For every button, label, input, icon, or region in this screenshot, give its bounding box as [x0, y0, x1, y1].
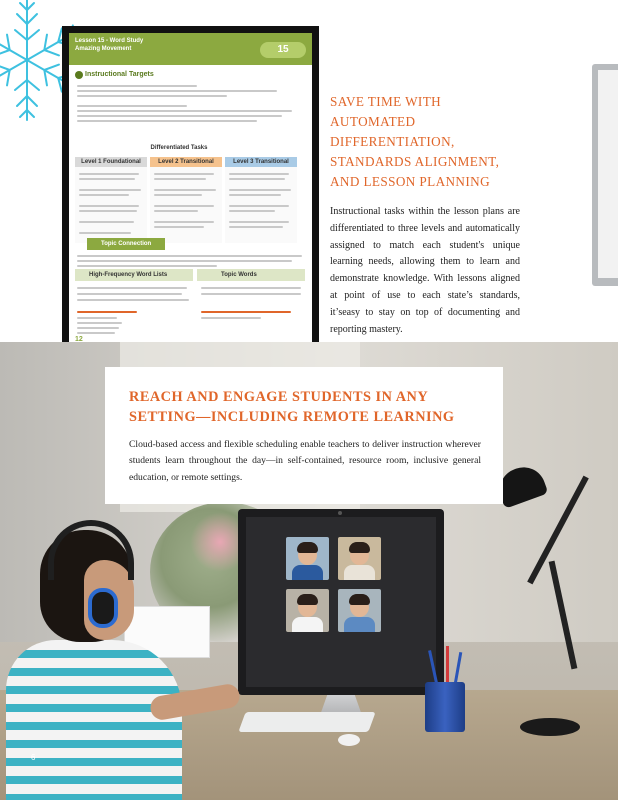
pencil-cup	[425, 682, 465, 732]
level-2-column	[150, 157, 222, 243]
feature-block-2	[105, 367, 503, 504]
topic-words-bar: Topic Words	[197, 269, 305, 281]
preview-page-mark: 12	[75, 336, 83, 342]
lesson-subtitle: Amazing Movement	[75, 46, 132, 52]
level-3-column	[225, 157, 297, 243]
level-1-column	[75, 157, 147, 243]
feature-2-body: Cloud-based access and flexible scheduling enable teachers to deliver instruction wherever students learn throughout the day—in self-contained, resource room, inclusive general education, or remote settings.	[129, 439, 481, 483]
video-tile-3	[286, 589, 329, 632]
tablet-edge-image	[592, 64, 618, 286]
page-number: 6	[31, 753, 36, 762]
video-tile-1	[286, 537, 329, 580]
mouse	[338, 734, 360, 746]
differentiated-tasks-heading: Differentiated Tasks	[150, 145, 208, 151]
monitor-video-call	[238, 509, 444, 695]
video-tile-4	[338, 589, 381, 632]
child-striped-shirt	[6, 640, 182, 800]
lesson-plan-preview	[62, 26, 319, 342]
keyboard	[238, 712, 375, 732]
target-icon	[75, 71, 83, 79]
instructional-targets-heading: Instructional Targets	[85, 71, 154, 78]
top-section	[0, 0, 618, 342]
hf-word-lists-bar: High-Frequency Word Lists	[75, 269, 193, 281]
lesson-header	[69, 33, 312, 65]
topic-connection-bar: Topic Connection	[87, 238, 165, 250]
lesson-label: Lesson 15 - Word Study	[75, 38, 144, 44]
video-tile-2	[338, 537, 381, 580]
feature-1-heading: SAVE TIME WITH AUTOMATED DIFFERENTIATION, STANDARDS ALIGNMENT, AND LESSON PLANNING	[330, 94, 500, 189]
level-3-header: Level 3 Transitional	[225, 157, 297, 167]
lesson-number-badge: 15	[260, 42, 306, 58]
level-2-header: Level 2 Transitional	[150, 157, 222, 167]
level-1-header: Level 1 Foundational	[75, 157, 147, 167]
feature-block-1	[330, 92, 520, 338]
feature-1-body: Instructional tasks within the lesson plans are differentiated to three levels and automatically assigned to match each student's unique learning needs, allowing them to learn and demonstrate knowledge. With lessons aligned at point of use to each state’s standards, it’seasy to stay on top of documenting and reporting mastery.	[330, 206, 520, 335]
feature-2-heading: REACH AND ENGAGE STUDENTS IN ANY SETTING—INCLUDING REMOTE LEARNING	[129, 389, 455, 425]
